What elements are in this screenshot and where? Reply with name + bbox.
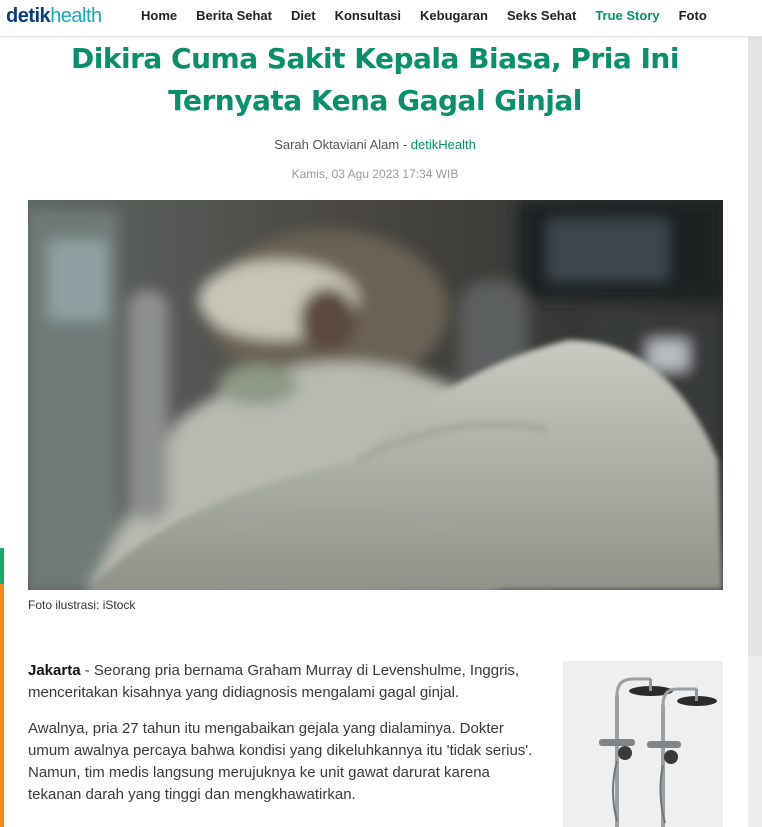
nav-diet[interactable]: Diet bbox=[291, 8, 316, 23]
scroll-thumb[interactable] bbox=[748, 36, 762, 656]
logo-text-health: health bbox=[50, 5, 102, 27]
photo-caption: Foto ilustrasi: iStock bbox=[28, 598, 136, 612]
nav-konsultasi[interactable]: Konsultasi bbox=[334, 8, 402, 23]
nav-foto[interactable]: Foto bbox=[678, 8, 707, 23]
nav-kebugaran[interactable]: Kebugaran bbox=[420, 8, 488, 23]
article-title: Dikira Cuma Sakit Kepala Biasa, Pria Ini Ternyata Kena Gagal Ginjal bbox=[71, 42, 679, 117]
right-scroll-strip bbox=[748, 36, 762, 827]
site-logo[interactable] bbox=[6, 5, 102, 28]
dateline: Jakarta bbox=[28, 662, 81, 679]
article-body bbox=[28, 660, 546, 820]
author-name[interactable]: Sarah Oktaviani Alam bbox=[274, 137, 400, 152]
lead-text: Seorang pria bernama Graham Murray di Levenshulme, Inggris, menceritakan kisahnya yang didiagnosis mengalami gagal ginjal. bbox=[28, 662, 520, 701]
shower-set-image bbox=[563, 661, 723, 827]
lead-paragraph bbox=[28, 660, 546, 704]
byline-separator: - bbox=[399, 137, 411, 152]
hospital-bed-photo bbox=[28, 200, 723, 590]
logo-text-detik: detik bbox=[6, 5, 51, 27]
nav-true-story[interactable]: True Story bbox=[595, 8, 660, 23]
article-photo[interactable] bbox=[28, 200, 723, 590]
dateline-separator: - bbox=[80, 662, 94, 679]
main-nav bbox=[141, 8, 726, 23]
left-accent-bar-green bbox=[0, 548, 4, 584]
left-accent-bar bbox=[0, 548, 4, 827]
publish-date: Kamis, 03 Agu 2023 17:34 WIB bbox=[291, 167, 459, 181]
outlet-name[interactable]: detikHealth bbox=[410, 137, 476, 152]
nav-berita-sehat[interactable]: Berita Sehat bbox=[196, 8, 272, 23]
top-navigation-bar bbox=[0, 0, 762, 37]
shower-product-ad[interactable] bbox=[563, 661, 723, 827]
nav-seks-sehat[interactable]: Seks Sehat bbox=[506, 8, 577, 23]
paragraph-2: Awalnya, pria 27 tahun itu mengabaikan gejala yang dialaminya. Dokter umum awalnya percaya bahwa kondisi yang dikeluhkannya itu 'tidak serius'. Namun, tim medis langsung merujuknya ke unit gawat darurat karena tekanan darah yang tinggi dan mengkhawatirkan. bbox=[28, 720, 533, 803]
nav-home[interactable]: Home bbox=[141, 8, 178, 23]
byline bbox=[0, 137, 750, 152]
